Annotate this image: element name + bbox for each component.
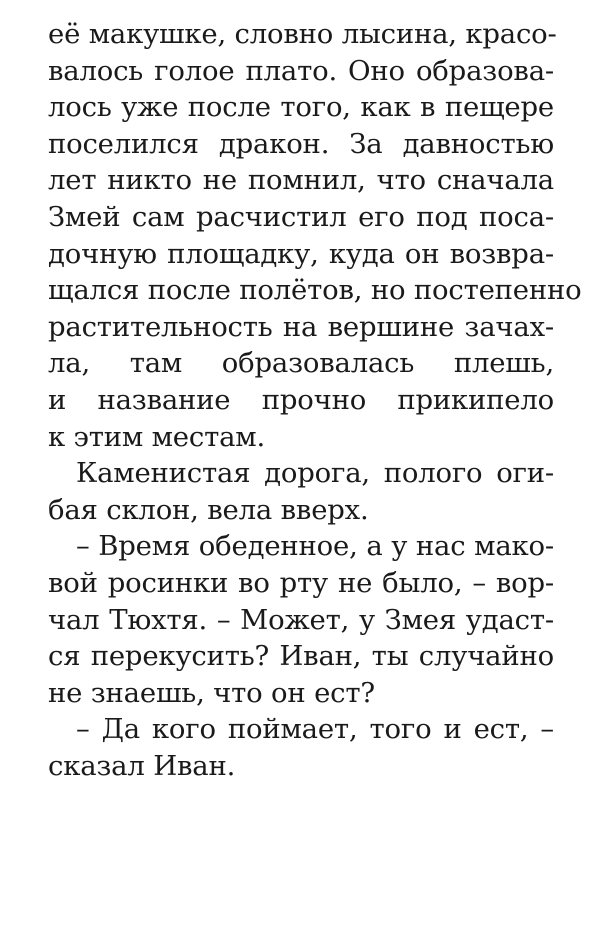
paragraph-3 — [48, 528, 554, 711]
text-line: не знаешь, что он ест? — [48, 676, 375, 709]
text-line: её макушке, словно лысина, красо- — [48, 18, 557, 50]
text-line: к этим местам. — [48, 420, 266, 453]
text-line: щался после полётов, но постепенно — [48, 274, 582, 307]
text-line: ла, там образовалась плешь, — [48, 347, 554, 380]
text-line: растительность на вершине зачах- — [48, 310, 554, 343]
text-line: – Время обеденное, а у нас мако- — [76, 530, 554, 563]
paragraph-2 — [48, 455, 554, 528]
text-line: лось уже после того, как в пещере — [48, 91, 554, 124]
paragraph-1 — [48, 16, 582, 455]
text-line: ся перекусить? Иван, ты случайно — [48, 640, 554, 673]
text-line: и название прочно прикипело — [48, 383, 554, 416]
text-line: Каменистая дорога, полого оги- — [76, 457, 554, 490]
text-line: вой росинки во рту не было, – вор- — [48, 566, 554, 599]
text-line: валось голое плато. Оно образова- — [48, 54, 554, 87]
text-line: – Да кого поймает, того и ест, – — [76, 713, 554, 746]
text-line: поселился дракон. За давностью — [48, 127, 554, 160]
text-line: лет никто не помнил, что сначала — [48, 164, 554, 197]
text-line: чал Тюхтя. – Может, у Змея удаст- — [48, 603, 554, 636]
book-page — [48, 16, 582, 784]
text-line: дочную площадку, куда он возвра- — [48, 237, 554, 270]
text-line: бая склон, вела вверх. — [48, 493, 369, 526]
paragraph-4 — [48, 711, 554, 784]
text-line: Змей сам расчистил его под поса- — [48, 200, 554, 233]
text-line: сказал Иван. — [48, 749, 236, 782]
